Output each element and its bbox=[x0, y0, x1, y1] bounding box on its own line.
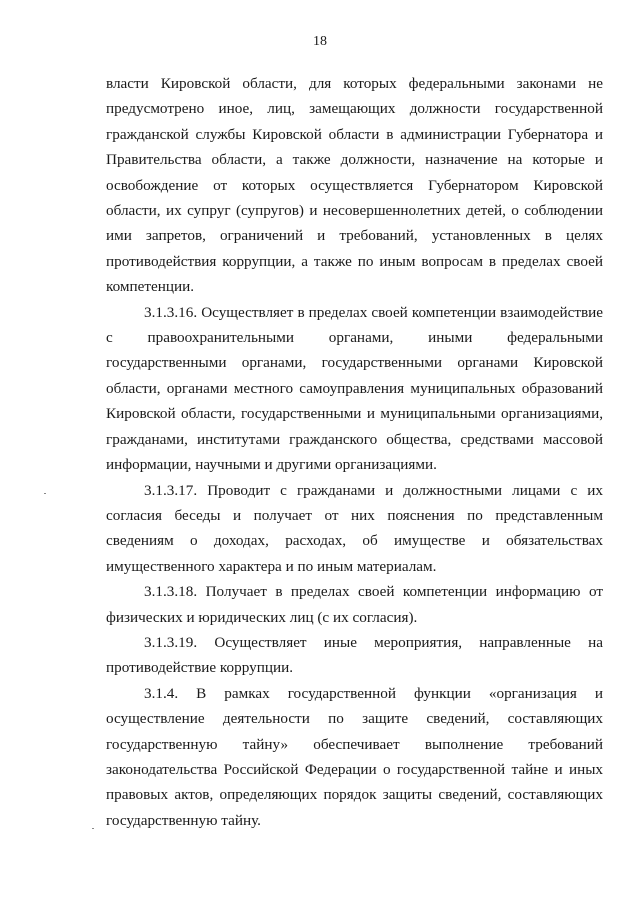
paragraph-3-1-3-16: 3.1.3.16. Осуществляет в пределах своей компетенции взаимодействие с правоохранительными органами, иными федеральными государственными органами, государственными органами Кировской области, органами местного самоуправления муниципальных образований Кировской области, государственными и муниципальными организациями, гражданами, институтами гражданского общества, средствами массовой информации, научными и другими организациями. bbox=[106, 303, 603, 474]
document-body bbox=[106, 71, 603, 833]
paragraph-3-1-4: 3.1.4. В рамках государственной функции «организация и осуществление деятельности по защите сведений, составляющих государственную тайну» обеспечивает выполнение требований законодательства Российской Федерации о государственной тайне и иных правовых актов, определяющих порядок защиты сведений, составляющих государственную тайну. bbox=[106, 684, 603, 829]
paragraph-3-1-3-19: 3.1.3.19. Осуществляет иные мероприятия, направленные на противодействие коррупции. bbox=[106, 633, 603, 677]
scan-speck bbox=[44, 493, 46, 494]
paragraph-3-1-3-17: 3.1.3.17. Проводит с гражданами и должностными лицами с их согласия беседы и получает от них пояснения по представленным сведениям о доходах, расходах, об имуществе и обязательствах имущественного характера и по иным материалам. bbox=[106, 481, 603, 575]
page-number: 18 bbox=[313, 34, 327, 49]
scan-speck bbox=[92, 828, 94, 829]
paragraph-continuation: власти Кировской области, для которых федеральными законами не предусмотрено иное, лиц, замещающих должности государственной гражданской службы Кировской области в администрации Губернатора и Правительства области, а также должности, назначение на которые и освобождение от которых осуществляется Губернатором Кировской области, их супруг (супругов) и несовершеннолетних детей, о соблюдении ими запретов, ограничений и требований, установленных в целях противодействия коррупции, а также по иным вопросам в пределах своей компетенции. bbox=[106, 75, 603, 296]
paragraph-3-1-3-18: 3.1.3.18. Получает в пределах своей компетенции информацию от физических и юридических лиц (с их согласия). bbox=[106, 583, 603, 626]
